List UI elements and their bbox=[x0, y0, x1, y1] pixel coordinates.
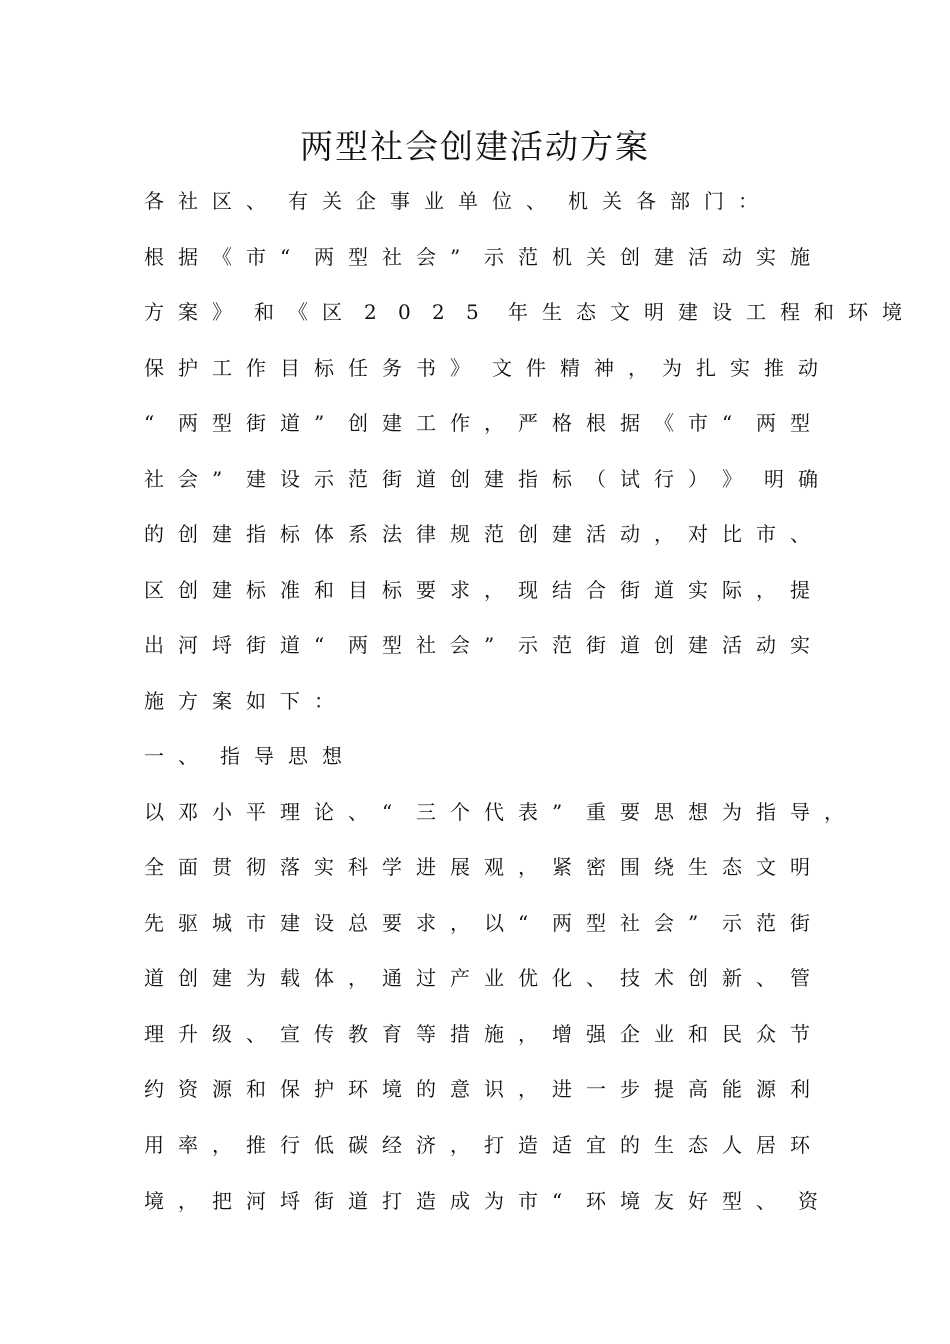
document-title: 两型社会创建活动方案 bbox=[300, 127, 650, 166]
body-line: 根 据 《 市 “ 两 型 社 会 ” 示 范 机 关 创 建 活 动 实 施 bbox=[144, 245, 810, 269]
body-line: 理 升 级 、 宣 传 教 育 等 措 施 ， 增 强 企 业 和 民 众 节 bbox=[144, 1022, 810, 1046]
body-line: 以 邓 小 平 理 论 、 “ 三 个 代 表 ” 重 要 思 想 为 指 导 ， bbox=[144, 800, 844, 824]
body-line: 方 案 》 和 《 区 2 0 2 5 年 生 态 文 明 建 设 工 程 和 环 境 bbox=[144, 300, 902, 324]
body-line: 的 创 建 指 标 体 系 法 律 规 范 创 建 活 动 ， 对 比 市 、 bbox=[144, 522, 810, 546]
body-line: 各 社 区 、 有 关 企 事 业 单 位 、 机 关 各 部 门 ： bbox=[144, 189, 758, 213]
section-heading: 一 、 指 导 思 想 bbox=[144, 744, 342, 768]
body-line: 出 河 埒 街 道 “ 两 型 社 会 ” 示 范 街 道 创 建 活 动 实 bbox=[144, 633, 810, 657]
body-line: 保 护 工 作 目 标 任 务 书 》 文 件 精 神 ， 为 扎 实 推 动 bbox=[144, 356, 818, 380]
body-line: 全 面 贯 彻 落 实 科 学 进 展 观 ， 紧 密 围 绕 生 态 文 明 bbox=[144, 855, 810, 879]
body-line: 社 会 ” 建 设 示 范 街 道 创 建 指 标 （ 试 行 ） 》 明 确 bbox=[144, 467, 818, 491]
body-line: “ 两 型 街 道 ” 创 建 工 作 ， 严 格 根 据 《 市 “ 两 型 bbox=[144, 411, 810, 435]
body-line: 约 资 源 和 保 护 环 境 的 意 识 ， 进 一 步 提 高 能 源 利 bbox=[144, 1077, 810, 1101]
body-line: 境 ， 把 河 埒 街 道 打 造 成 为 市 “ 环 境 友 好 型 、 资 bbox=[144, 1189, 818, 1213]
body-line: 道 创 建 为 载 体 ， 通 过 产 业 优 化 、 技 术 创 新 、 管 bbox=[144, 966, 810, 990]
body-line: 先 驱 城 市 建 设 总 要 求 ， 以 “ 两 型 社 会 ” 示 范 街 bbox=[144, 911, 810, 935]
body-line: 施 方 案 如 下 ： bbox=[144, 689, 334, 713]
body-line: 用 率 ， 推 行 低 碳 经 济 ， 打 造 适 宜 的 生 态 人 居 环 bbox=[144, 1133, 810, 1157]
body-line: 区 创 建 标 准 和 目 标 要 求 ， 现 结 合 街 道 实 际 ， 提 bbox=[144, 578, 810, 602]
